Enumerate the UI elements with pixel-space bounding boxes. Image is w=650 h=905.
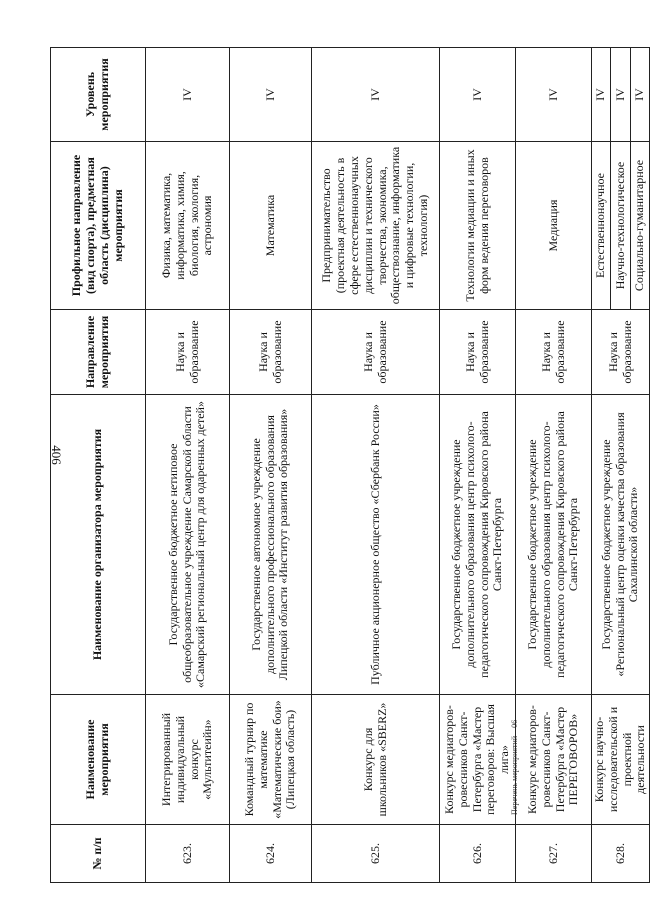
cell-profile: Социально-гуманитарное xyxy=(630,142,649,310)
table-row xyxy=(516,48,592,883)
header-direction: Направление мероприятия xyxy=(51,310,146,395)
cell-num: 624. xyxy=(230,825,312,883)
cell-num: 623. xyxy=(146,825,230,883)
table-header-row xyxy=(51,48,146,883)
header-profile: Профильное направление (вид спорта), предметная область (дисциплина) мероприятия xyxy=(51,142,146,310)
cell-profile: Физика, математика, информатика, химия, биология, экология, астрономия xyxy=(146,142,230,310)
cell-num: 626. xyxy=(440,825,516,883)
cell-organizer: Государственное автономное учреждение дополнительного профессионального образования Липецкой области «Институт развития образования» xyxy=(230,395,312,695)
cell-num: 628. xyxy=(592,825,650,883)
table-row xyxy=(440,48,516,883)
cell-profile: Медиация xyxy=(516,142,592,310)
cell-level: IV xyxy=(611,48,630,142)
cell-direction: Наука и образование xyxy=(592,310,650,395)
header-num: № п/п xyxy=(51,825,146,883)
cell-name: Конкурс медиаторов-ровесников Санкт-Петербурга «Мастер ПЕРЕГОВОРОВ» xyxy=(516,695,592,825)
rotated-page xyxy=(50,48,648,883)
table-row xyxy=(312,48,440,883)
footer-note: Перечень мероприятий – 06 xyxy=(510,719,519,815)
cell-level: IV xyxy=(230,48,312,142)
cell-organizer: Государственное бюджетное учреждение дополнительного образования центр психолого-педагогического сопровождения Кировского района Санкт-Петербурга xyxy=(440,395,516,695)
cell-name: Конкурс медиаторов-ровесников Санкт-Петербурга «Мастер переговоров: Высшая лига» xyxy=(440,695,516,825)
cell-name: Конкурс для школьников «SBERZ» xyxy=(312,695,440,825)
header-level: Уровень мероприятия xyxy=(51,48,146,142)
cell-direction: Наука и образование xyxy=(312,310,440,395)
cell-name: Командный турнир по математике «Математические бои» (Липецкая область) xyxy=(230,695,312,825)
cell-organizer: Публичное акционерное общество «Сбербанк России» xyxy=(312,395,440,695)
table-row xyxy=(592,48,611,883)
cell-direction: Наука и образование xyxy=(146,310,230,395)
cell-num: 625. xyxy=(312,825,440,883)
cell-direction: Наука и образование xyxy=(230,310,312,395)
cell-organizer: Государственное бюджетное нетиповое общеобразовательное учреждение Самарской области «Самарский региональный центр для одаренных детей» xyxy=(146,395,230,695)
cell-num: 627. xyxy=(516,825,592,883)
cell-direction: Наука и образование xyxy=(516,310,592,395)
cell-direction: Наука и образование xyxy=(440,310,516,395)
cell-name: Интегрированный индивидуальный конкурс «Мультитеийн» xyxy=(146,695,230,825)
header-organizer: Наименование организатора мероприятия xyxy=(51,395,146,695)
cell-level: IV xyxy=(592,48,611,142)
cell-profile: Естественнонаучное xyxy=(592,142,611,310)
cell-profile: Научно-технологическое xyxy=(611,142,630,310)
header-name: Наименование мероприятия xyxy=(51,695,146,825)
table-row xyxy=(230,48,312,883)
cell-level: IV xyxy=(440,48,516,142)
page-number: 406 xyxy=(49,445,64,465)
cell-organizer: Государственное бюджетное учреждение дополнительного образования центр психолого-педагогического сопровождения Кировского района Санкт-Петербурга xyxy=(516,395,592,695)
cell-level: IV xyxy=(516,48,592,142)
table-row xyxy=(146,48,230,883)
cell-level: IV xyxy=(630,48,649,142)
cell-level: IV xyxy=(146,48,230,142)
cell-profile: Математика xyxy=(230,142,312,310)
cell-profile: Предпринимательство (проектная деятельность в сфере естественнонаучных дисциплин и технического творчества, экономика, обществознание, информатика и цифровые технологии, технология) xyxy=(312,142,440,310)
cell-profile: Технологии медиации и иных форм ведения переговоров xyxy=(440,142,516,310)
events-table xyxy=(50,47,650,883)
cell-organizer: Государственное бюджетное учреждение «Региональный центр оценки качества образования Сахалинской области» xyxy=(592,395,650,695)
cell-name: Конкурс научно-исследовательской и проектной деятельности xyxy=(592,695,650,825)
table-wrapper xyxy=(50,48,648,883)
cell-level: IV xyxy=(312,48,440,142)
